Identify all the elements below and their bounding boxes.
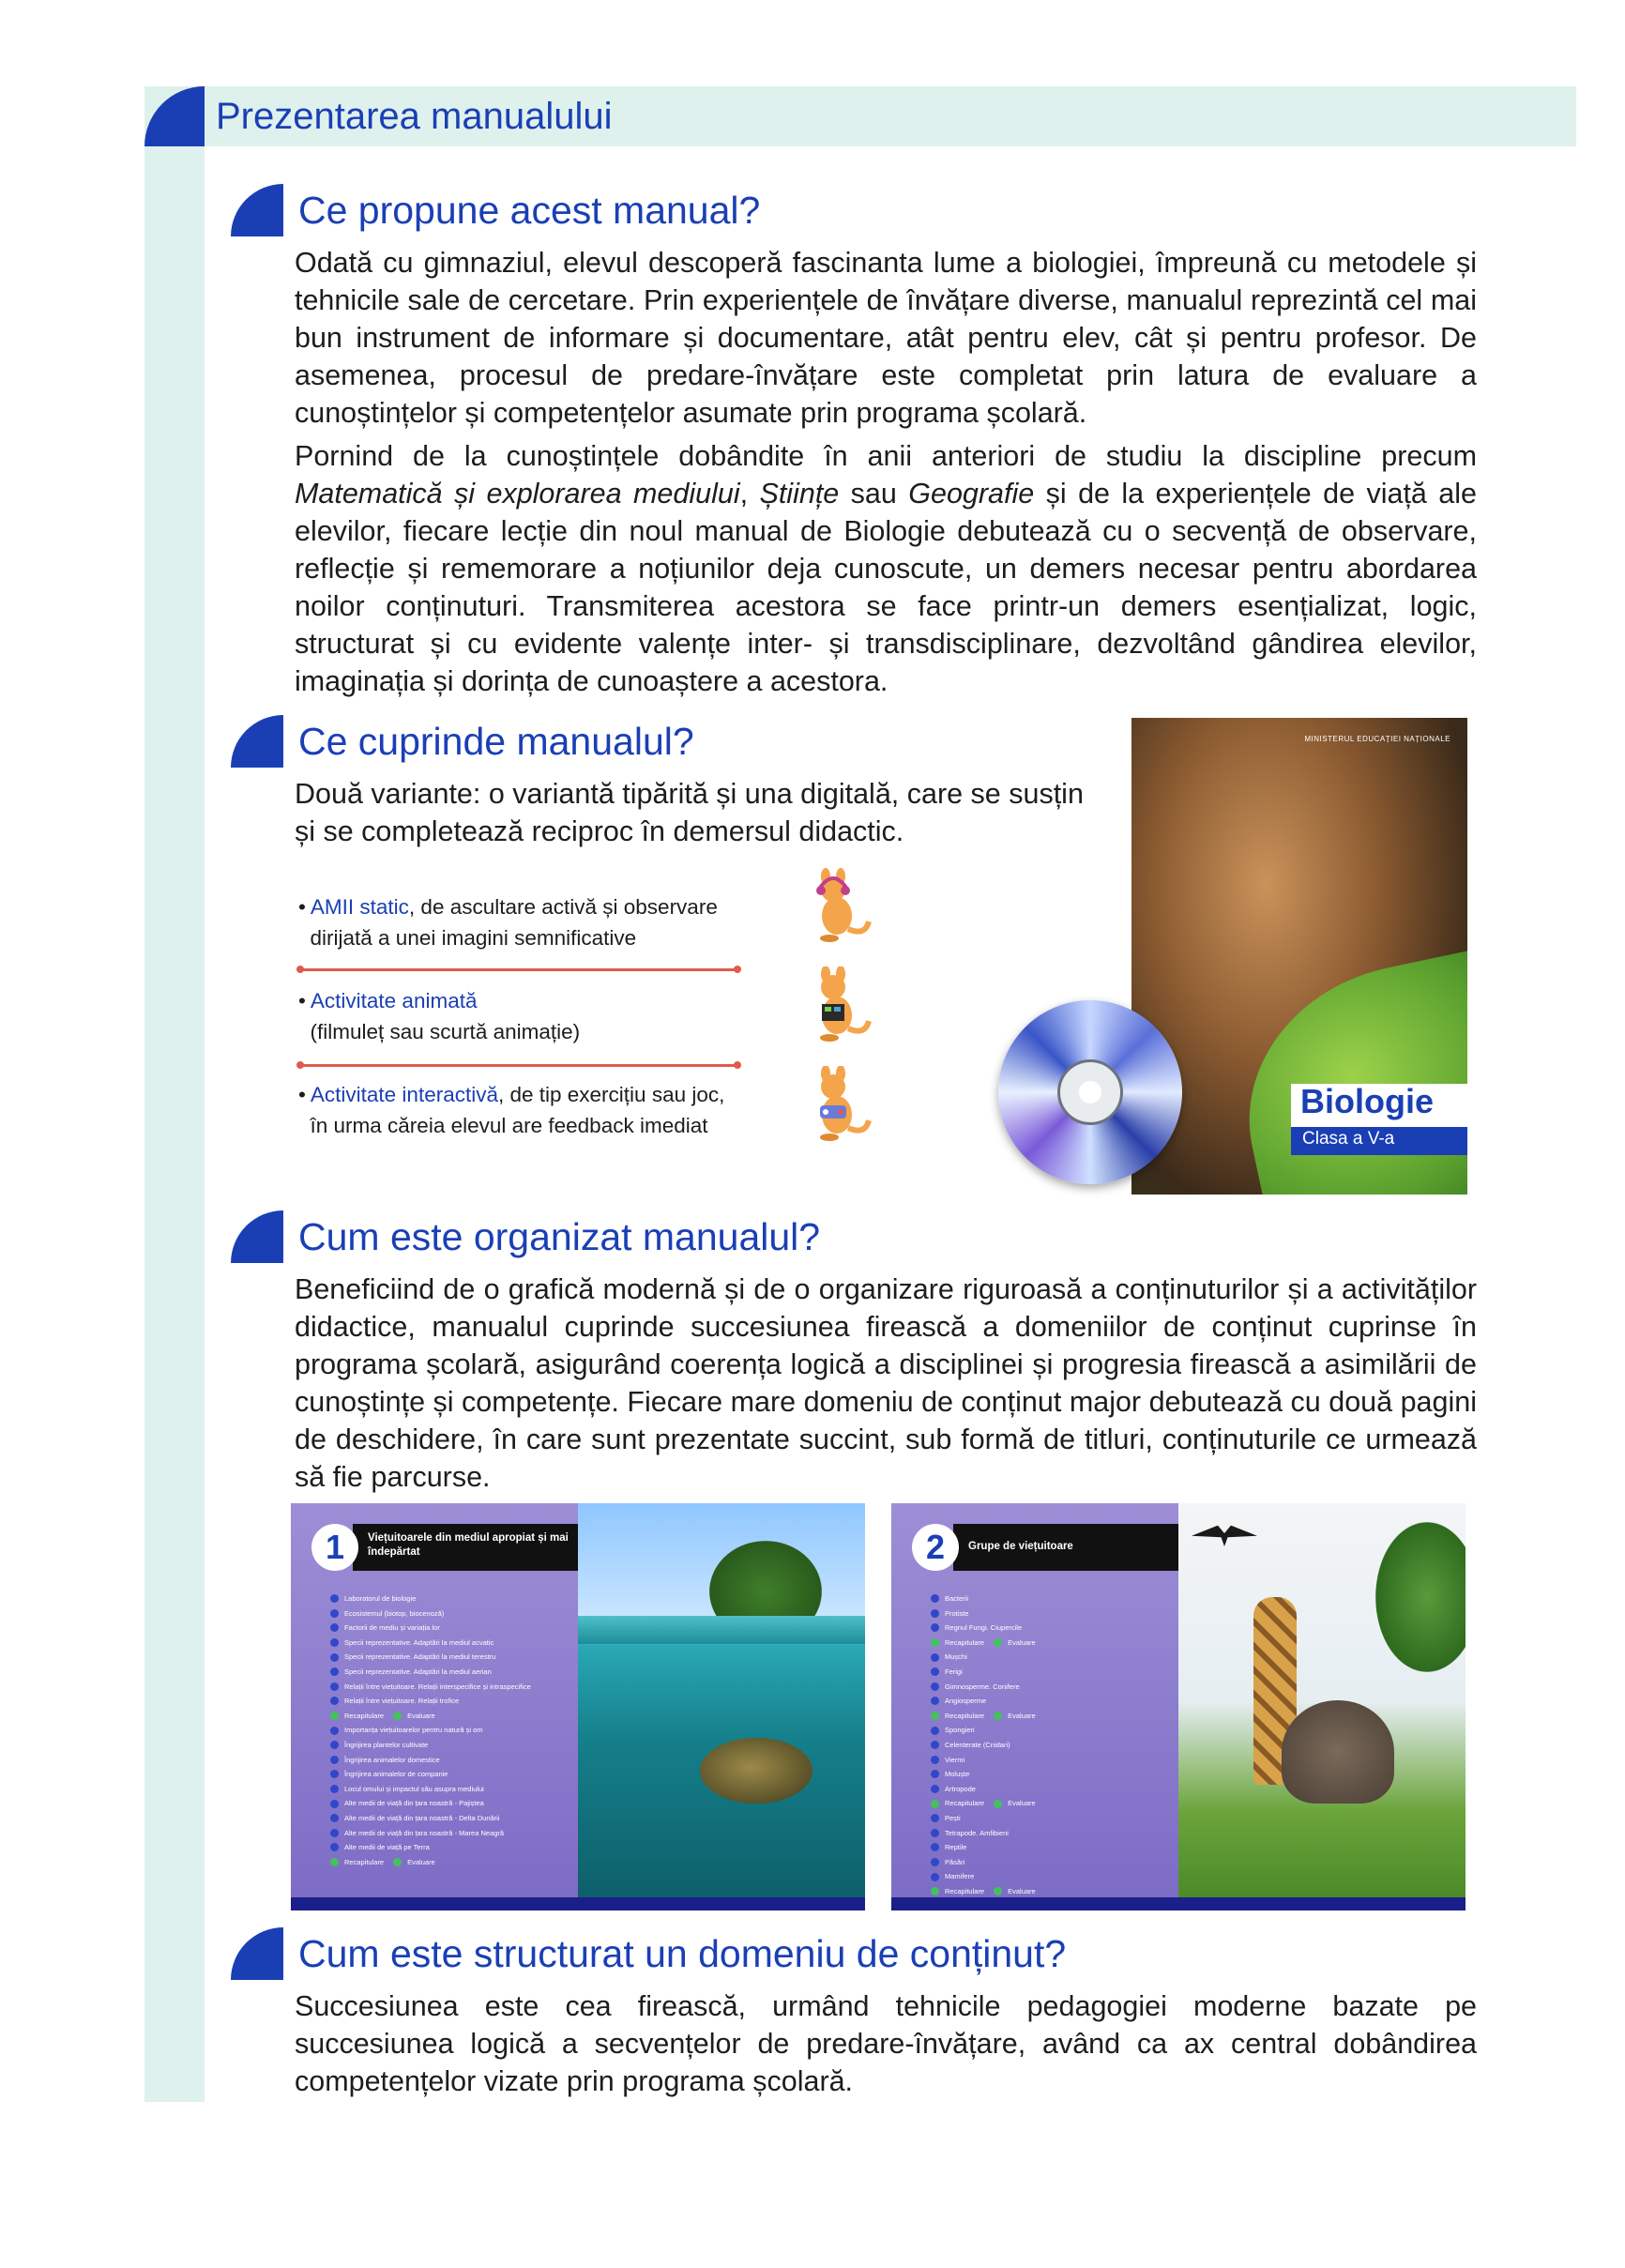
spread-2-toc (931, 1591, 1165, 1898)
bullet-icon (931, 1843, 939, 1851)
spread-2-bottom-bar (891, 1897, 1466, 1910)
toc-item-label: Specii reprezentative. Adaptări la mediul acvatic (344, 1637, 494, 1647)
toc-item-label: Relații între viețuitoare. Relații trofice (344, 1697, 460, 1706)
section-4-paragraph: Succesiunea este cea firească, urmând tehnicile pedagogiei moderne bazate pe succesiunea logică a secvențelor de predare-învățare, având ca ax central dobândirea competențelor vizate prin programa școlară. (295, 1990, 1477, 2097)
toc-item (330, 1826, 565, 1841)
section-title-2: Ce cuprinde manualul? (298, 720, 694, 763)
toc-item (330, 1709, 565, 1724)
toc-item-label: Importanța viețuitoarelor pentru natură și om (344, 1726, 483, 1735)
bullet-icon (330, 1727, 339, 1735)
spread-2-number: 2 (912, 1524, 959, 1571)
bullet-icon (330, 1843, 339, 1851)
toc-item (330, 1650, 565, 1665)
bullet-icon (330, 1800, 339, 1808)
toc-item (931, 1855, 1165, 1870)
toc-item (931, 1869, 1165, 1884)
toc-item-label: Îngrijirea plantelor cultivate (344, 1740, 429, 1749)
section-title-4: Cum este structurat un domeniu de conținut? (298, 1932, 1067, 1975)
toc-item-label: Specii reprezentative. Adaptări la mediul terestru (344, 1652, 496, 1662)
toc-item (931, 1650, 1165, 1665)
bullet-icon (330, 1712, 339, 1720)
toc-item (330, 1767, 565, 1782)
bullet-icon (931, 1770, 939, 1778)
bullet-icon (931, 1638, 939, 1647)
toc-item (931, 1723, 1165, 1738)
bullet-icon (330, 1770, 339, 1778)
toc-item (931, 1782, 1165, 1797)
side-band (144, 86, 205, 2102)
kangaroo-film-icon (796, 967, 873, 1043)
toc-item-label: Ferigi (945, 1667, 963, 1676)
toc-item-label: Recapitulare (344, 1711, 385, 1720)
eagle (1192, 1520, 1257, 1546)
toc-item-label: Evaluare (407, 1857, 435, 1866)
palm-trees (709, 1541, 822, 1625)
toc-item-label: Laboratorul de biologie (344, 1594, 417, 1603)
bullet-icon (931, 1800, 939, 1808)
toc-item (330, 1694, 565, 1709)
toc-item (931, 1636, 1165, 1651)
toc-item (330, 1840, 565, 1855)
toc-item-label: Recapitulare (945, 1711, 985, 1720)
spread-2-header: Grupe de viețuitoare (953, 1524, 1178, 1571)
bullet-icon (330, 1741, 339, 1749)
toc-item-label: Gimnosperme. Conifere (945, 1682, 1020, 1691)
feature-interactive-activity: • Activitate interactivă, de tip exercițiu sau joc, în urma căreia elevul are feedback imediat (298, 1083, 725, 1137)
bullet-icon (931, 1829, 939, 1837)
bullet-icon (994, 1712, 1002, 1720)
bullet-icon (931, 1887, 939, 1895)
spread-1-toc (330, 1591, 565, 1869)
section-corner-4 (231, 1927, 283, 1980)
toc-item (931, 1767, 1165, 1782)
bullet-icon (931, 1727, 939, 1735)
toc-item (931, 1709, 1165, 1724)
bullet-icon (931, 1814, 939, 1822)
section-title-1: Ce propune acest manual? (298, 189, 761, 232)
textbook-cover (1131, 718, 1467, 1195)
toc-item-label: Pești (945, 1813, 961, 1822)
section-1-paragraph-2: Pornind de la cunoștințele dobândite în anii anteriori de studiu la discipline precum Matematică și explorarea mediului, Științe sau Geografie și de la experiențele de viață ale elevilor, fiecare lecție din noul manual de Biologie debutează cu o secvență de observare, reflecție și rememorare a noțiunilor deja cunoscute, un demers necesar pentru abordarea noilor conținuturi. Transmiterea acestora se face printr-un demers esențializat, logic, structurat și cu evidente valențe inter- și transdisciplinare, dezvoltând gândirea elevilor, imaginația și dorința de cunoaștere a acestora. (295, 440, 1477, 697)
toc-item-label: Spongieri (945, 1726, 975, 1735)
toc-item-label: Viermi (945, 1755, 965, 1764)
bullet-icon (330, 1667, 339, 1676)
kangaroo-headphones-icon (796, 867, 873, 944)
toc-item-label: Evaluare (1008, 1799, 1036, 1808)
toc-item (330, 1621, 565, 1636)
toc-item-label: Mamifere (945, 1872, 975, 1881)
toc-item-label: Celenterate (Cnidari) (945, 1740, 1010, 1749)
toc-item (330, 1738, 565, 1753)
bullet-icon (931, 1712, 939, 1720)
bullet-icon (330, 1756, 339, 1764)
toc-item-label: Bacterii (945, 1594, 969, 1603)
bullet-icon (393, 1712, 402, 1720)
bullet-icon (330, 1609, 339, 1618)
toc-item (931, 1811, 1165, 1826)
kangaroo-game-icon (796, 1066, 873, 1143)
bullet-icon (330, 1682, 339, 1691)
bullet-icon (994, 1638, 1002, 1647)
section-3-paragraph: Beneficiind de o grafică modernă și de o organizare riguroasă a conținuturilor și a activităților didactice, manualul cuprinde succesiunea firească a domeniilor de conținut cuprinse în programa școlară, asigurând coerența logică a disciplinei și progresia firească a asimilării de cunoștințe și competențe. Fiecare mare domeniu de conținut major debutează cu două pagini de deschidere, în care sunt prezentate succint, sub formă de titluri, conținuturile ce urmează să fie parcurse. (295, 1273, 1477, 1493)
toc-item (931, 1606, 1165, 1621)
cover-ministry: MINISTERUL EDUCAȚIEI NAȚIONALE (1304, 735, 1450, 743)
toc-item-label: Protiste (945, 1608, 969, 1618)
toc-item (931, 1840, 1165, 1855)
toc-item-label: Păsări (945, 1857, 965, 1866)
toc-item-label: Ecosistemul (biotop, biocenoză) (344, 1608, 445, 1618)
toc-item-label: Recapitulare (945, 1799, 985, 1808)
cover-title: Biologie (1300, 1082, 1434, 1120)
section-corner-2 (231, 715, 283, 768)
toc-item (931, 1591, 1165, 1606)
bullet-icon (330, 1829, 339, 1837)
bullet-icon (330, 1653, 339, 1662)
feature-divider (300, 1064, 737, 1067)
bullet-icon (931, 1741, 939, 1749)
toc-item (330, 1665, 565, 1680)
bullet-icon (330, 1858, 339, 1866)
toc-item (931, 1796, 1165, 1811)
bullet-icon (931, 1609, 939, 1618)
bullet-icon (330, 1814, 339, 1822)
bullet-icon (931, 1682, 939, 1691)
spread-1 (291, 1503, 865, 1910)
cd-disc-icon (998, 1000, 1182, 1184)
toc-item (931, 1621, 1165, 1636)
toc-item-label: Relații între viețuitoare. Relații interspecifice și intraspecifice (344, 1682, 531, 1691)
toc-item-label: Alte medii de viață pe Terra (344, 1843, 430, 1852)
toc-item-label: Recapitulare (945, 1637, 985, 1647)
bullet-icon (330, 1594, 339, 1603)
bullet-icon (931, 1873, 939, 1881)
bullet-icon (393, 1858, 402, 1866)
toc-item-label: Evaluare (407, 1711, 435, 1720)
toc-item (931, 1826, 1165, 1841)
toc-item (931, 1665, 1165, 1680)
bullet-icon (330, 1638, 339, 1647)
toc-item (330, 1782, 565, 1797)
toc-item-label: Angiosperme (945, 1697, 987, 1706)
section-title-3: Cum este organizat manualul? (298, 1215, 821, 1258)
bullet-icon (931, 1697, 939, 1705)
spread-2-image (1178, 1503, 1466, 1899)
elephant (1282, 1700, 1394, 1804)
toc-item-label: Evaluare (1008, 1637, 1036, 1647)
bullet-icon (931, 1594, 939, 1603)
toc-item-label: Evaluare (1008, 1711, 1036, 1720)
toc-item-label: Reptile (945, 1843, 967, 1852)
toc-item (330, 1811, 565, 1826)
toc-item (330, 1796, 565, 1811)
toc-item-label: Alte medii de viață din țara noastră - Marea Neagră (344, 1828, 505, 1837)
bullet-icon (994, 1887, 1002, 1895)
bullet-icon (931, 1785, 939, 1793)
toc-item-label: Alte medii de viață din țara noastră - Delta Dunării (344, 1813, 500, 1822)
section-1-paragraph-1: Odată cu gimnaziul, elevul descoperă fascinanta lume a biologiei, împreună cu metodele și tehnicile sale de cercetare. Prin experiențele de învățare diverse, manualul reprezintă cel mai bun instrument de informare și documentare, atât pentru elev, cât și pentru profesor. De asemenea, procesul de predare-învățare este completat prin latura de evaluare a cunoștințelor și competențelor asumate prin programa școlară. (295, 247, 1477, 429)
bullet-icon (931, 1667, 939, 1676)
toc-item (330, 1591, 565, 1606)
toc-item (931, 1753, 1165, 1768)
tree (1375, 1522, 1466, 1672)
toc-item-label: Recapitulare (945, 1886, 985, 1895)
toc-item (330, 1680, 565, 1695)
bullet-icon (931, 1858, 939, 1866)
feature-amii-static: • AMII static, de ascultare activă și observare dirijată a unei imagini semnificative (298, 895, 718, 950)
feature-animated-activity: • Activitate animată (filmuleț sau scurtă animație) (298, 989, 581, 1043)
section-corner-3 (231, 1210, 283, 1263)
feature-divider (300, 968, 737, 971)
toc-item (330, 1753, 565, 1768)
section-corner-1 (231, 184, 283, 236)
toc-item (330, 1855, 565, 1870)
toc-item-label: Îngrijirea animalelor de companie (344, 1770, 448, 1779)
section-2-paragraph: Două variante: o variantă tipărită și una digitală, care se susțin și se completează reciproc în demersul didactic. (295, 778, 1084, 847)
toc-item-label: Evaluare (1008, 1886, 1036, 1895)
spread-1-image (578, 1503, 865, 1899)
cover-class-label: Clasa a V-a (1302, 1129, 1395, 1149)
toc-item (931, 1738, 1165, 1753)
toc-item (330, 1723, 565, 1738)
toc-item (330, 1606, 565, 1621)
toc-item-label: Factorii de mediu și variația lor (344, 1623, 440, 1633)
toc-item-label: Locul omului și impactul său asupra mediului (344, 1784, 484, 1793)
bullet-icon (931, 1623, 939, 1632)
spread-2 (891, 1503, 1466, 1910)
toc-item (330, 1636, 565, 1651)
cd-hole (1057, 1059, 1123, 1125)
bullet-icon (330, 1623, 339, 1632)
page-title: Prezentarea manualului (216, 96, 613, 137)
toc-item (931, 1694, 1165, 1709)
sea-turtle (700, 1738, 812, 1804)
toc-item-label: Recapitulare (344, 1857, 385, 1866)
spread-1-bottom-bar (291, 1897, 865, 1910)
toc-item-label: Regnul Fungi. Ciupercile (945, 1623, 1023, 1633)
sea-surface (578, 1616, 865, 1644)
toc-item-label: Moluște (945, 1770, 970, 1779)
toc-item-label: Tetrapode. Amfibieni (945, 1828, 1009, 1837)
toc-item-label: Alte medii de viață din țara noastră - Pajiștea (344, 1799, 484, 1808)
spread-1-number: 1 (311, 1524, 358, 1571)
toc-item (931, 1680, 1165, 1695)
toc-item-label: Mușchi (945, 1652, 967, 1662)
bullet-icon (994, 1800, 1002, 1808)
toc-item-label: Artropode (945, 1784, 976, 1793)
bullet-icon (931, 1756, 939, 1764)
bullet-icon (330, 1785, 339, 1793)
cover-leaf (1222, 945, 1467, 1195)
bullet-icon (330, 1697, 339, 1705)
toc-item-label: Îngrijirea animalelor domestice (344, 1755, 440, 1764)
bullet-icon (931, 1653, 939, 1662)
spread-1-header: Viețuitoarele din mediul apropiat și mai îndepărtat (353, 1524, 578, 1571)
toc-item-label: Specii reprezentative. Adaptări la mediul aerian (344, 1667, 492, 1676)
